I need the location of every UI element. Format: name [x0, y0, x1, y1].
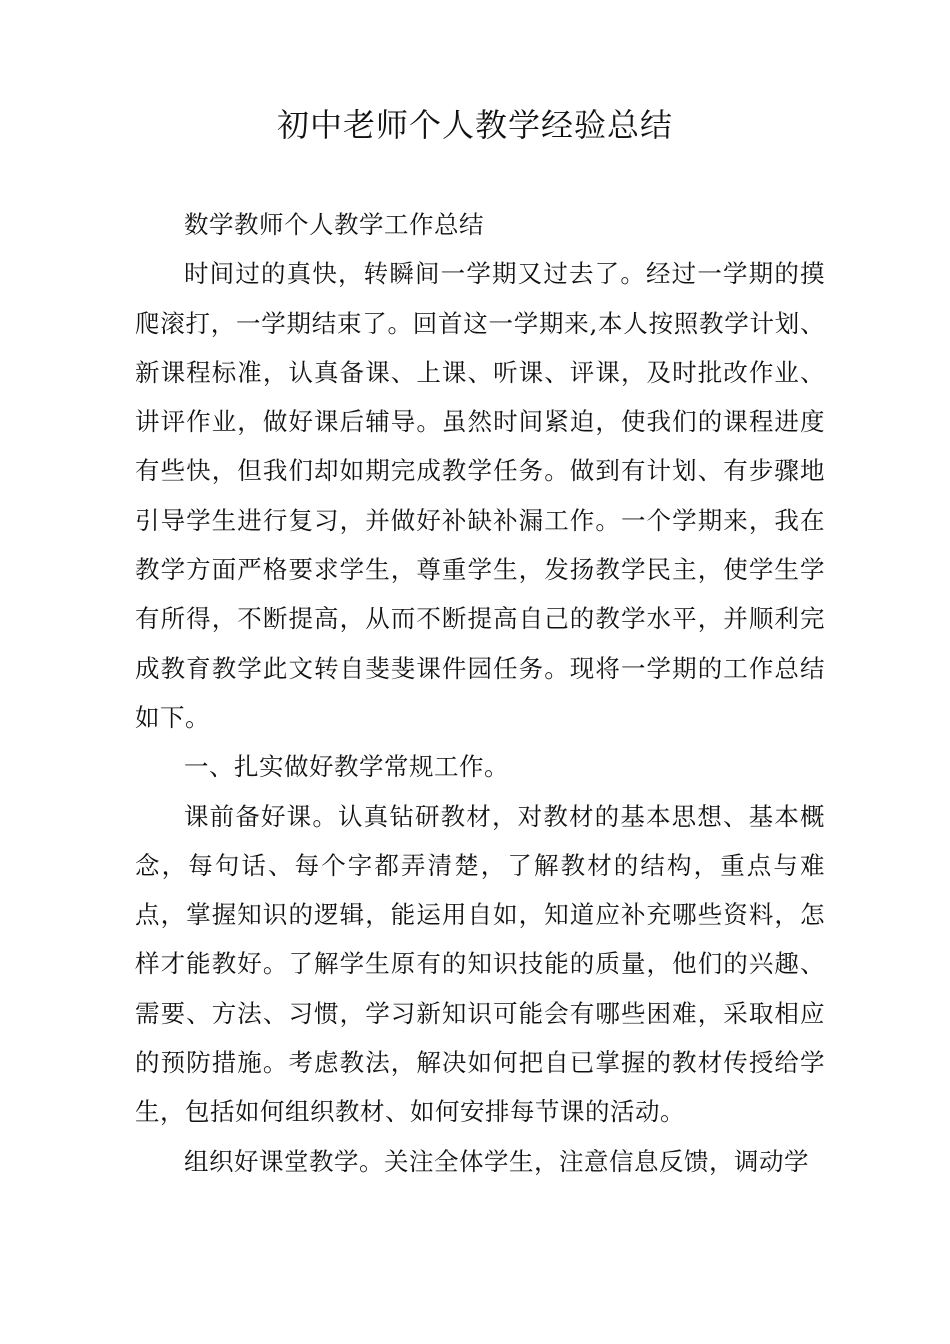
document-body [135, 200, 825, 1186]
classroom-paragraph: 组织好课堂教学。关注全体学生，注意信息反馈，调动学 [184, 1146, 809, 1176]
intro-paragraph: 时间过的真快，转瞬间一学期又过去了。经过一学期的摸爬滚打，一学期结束了。回首这一学期来,本人按照教学计划、新课程标准，认真备课、上课、听课、评课，及时批改作业、讲评作业，做好课后辅导。虽然时间紧迫，使我们的课程进度有些快，但我们却如期完成教学任务。做到有计划、有步骤地引导学生进行复习，并做好补缺补漏工作。一个学期来，我在教学方面严格要求学生，尊重学生，发扬教学民主，使学生学有所得，不断提高，从而不断提高自己的教学水平，并顺利完成教育教学此文转自斐斐课件园任务。现将一学期的工作总结如下。 [135, 259, 825, 732]
lesson-prep-paragraph: 课前备好课。认真钻研教材，对教材的基本思想、基本概念，每句话、每个字都弄清楚，了解教材的结构，重点与难点，掌握知识的逻辑，能运用自如，知道应补充哪些资料，怎样才能教好。了解学生原有的知识技能的质量，他们的兴趣、需要、方法、习惯，学习新知识可能会有哪些困难，采取相应的预防措施。考虑教法，解决如何把自已掌握的教材传授给学生，包括如何组织教材、如何安排每节课的活动。 [135, 801, 825, 1127]
section-heading-1: 一、扎实做好教学常规工作。 [184, 752, 509, 782]
document-title: 初中老师个人教学经验总结 [276, 106, 673, 144]
subtitle-paragraph: 数学教师个人教学工作总结 [184, 210, 484, 239]
